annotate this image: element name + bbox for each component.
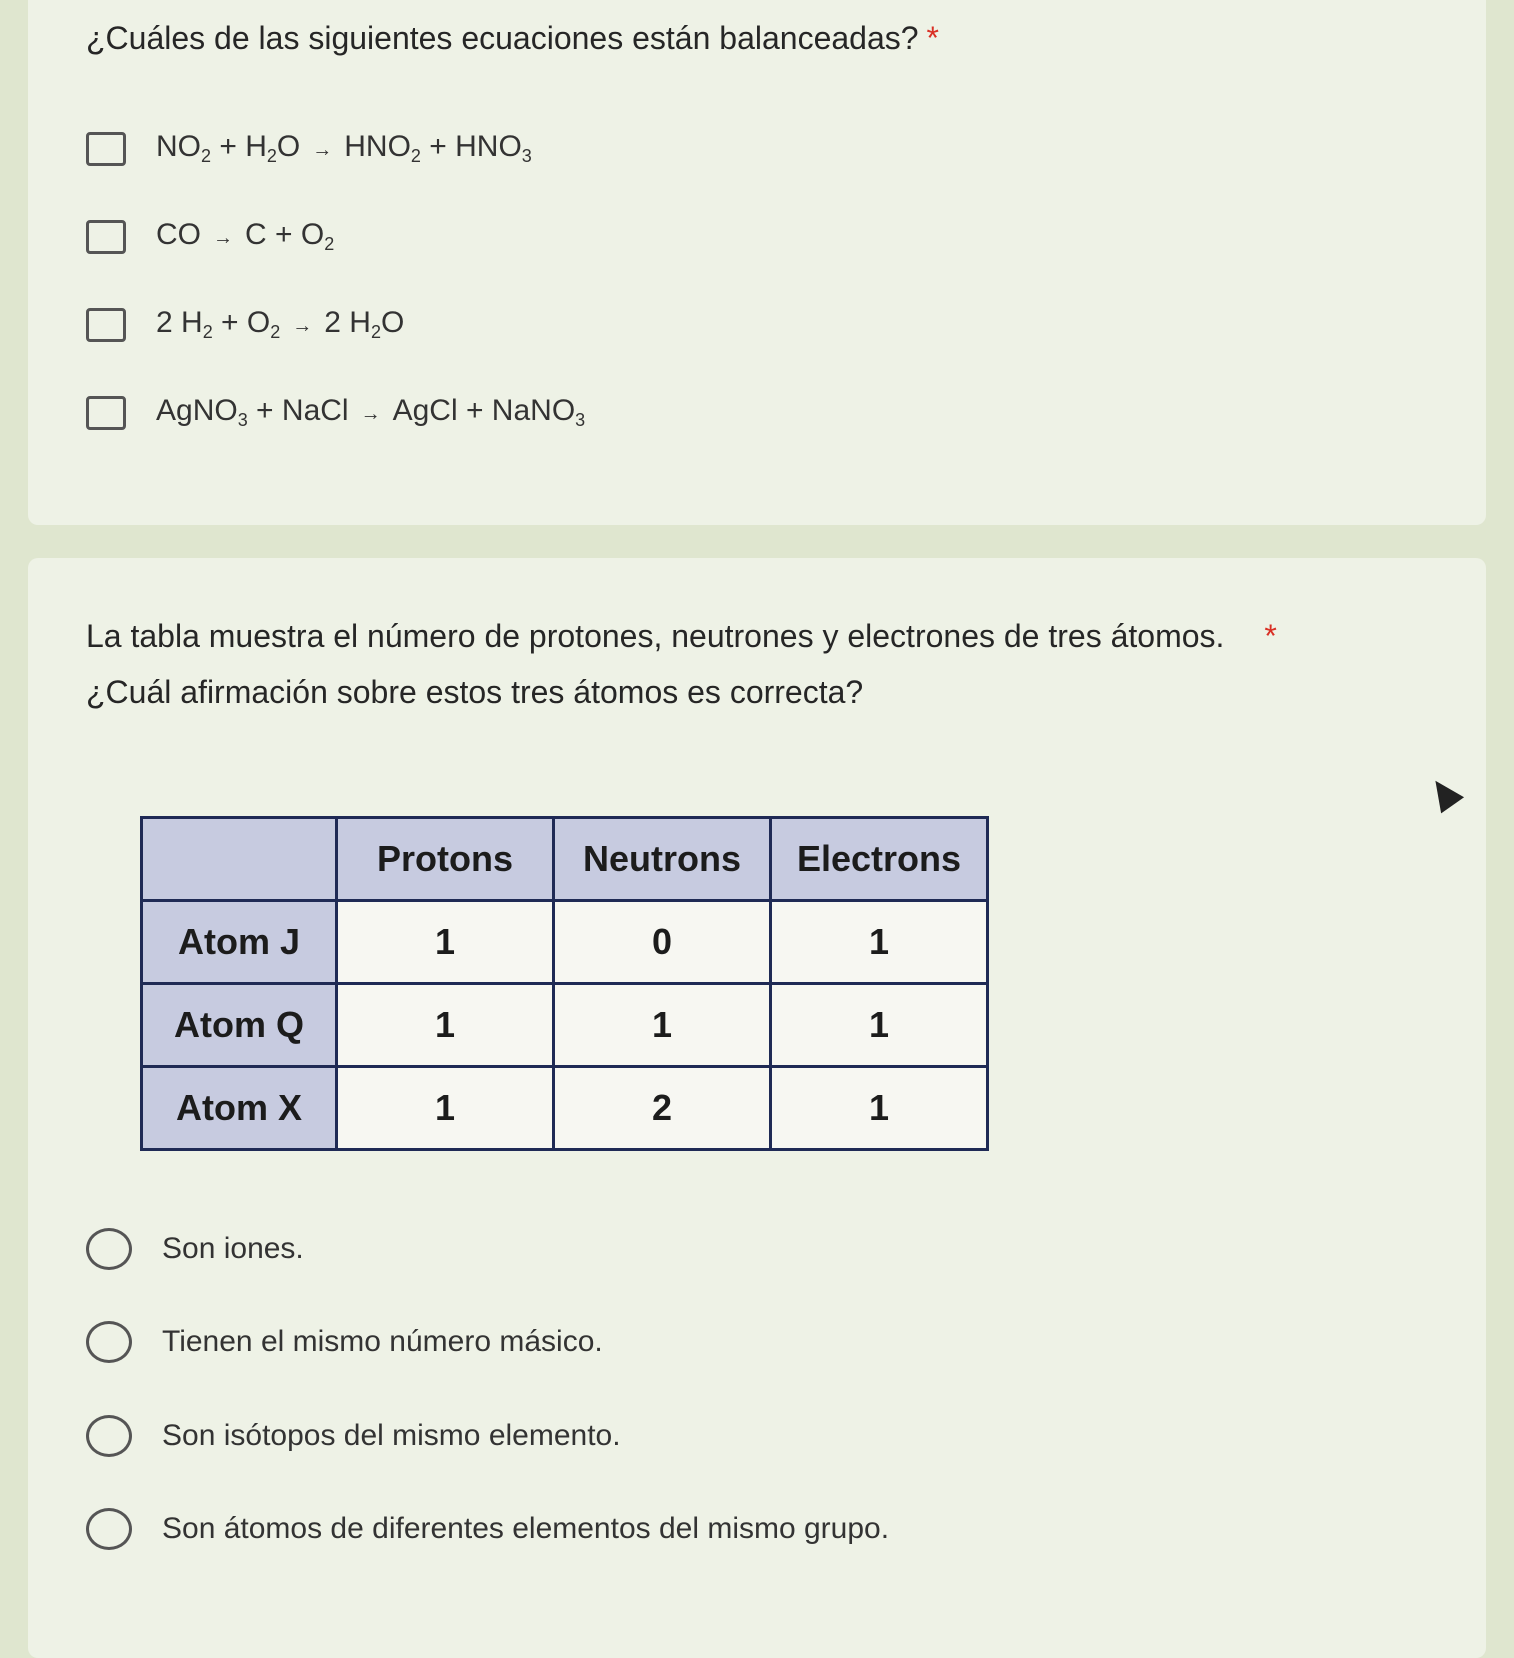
- option-label: Son iones.: [162, 1232, 304, 1265]
- equation-text: O: [380, 306, 405, 339]
- question-text-line1: La tabla muestra el número de protones, neutrones y electrones de tres átomos.: [86, 618, 1225, 654]
- question-card-balanced-equations: [28, 0, 1486, 525]
- radio-option[interactable]: [86, 1415, 621, 1457]
- checkbox[interactable]: [86, 220, 126, 254]
- subscript: 2: [201, 146, 212, 166]
- subscript: 2: [266, 146, 277, 166]
- equation-text: NO: [156, 130, 201, 163]
- radio-button[interactable]: [86, 1228, 132, 1270]
- option-label: Son isótopos del mismo elemento.: [162, 1419, 621, 1452]
- equation-text: + O: [212, 306, 271, 339]
- subscript: 2: [202, 322, 213, 342]
- header-cell: Protons: [337, 818, 554, 901]
- question-text: ¿Cuáles de las siguientes ecuaciones están balanceadas?: [86, 20, 919, 56]
- row-header: Atom Q: [142, 984, 337, 1067]
- table-cell: 0: [554, 901, 771, 984]
- radio-button[interactable]: [86, 1508, 132, 1550]
- equation-text: + NaCl: [247, 394, 349, 427]
- header-cell: Neutrons: [554, 818, 771, 901]
- header-cell: [142, 818, 337, 901]
- equation-text: C + O: [245, 218, 325, 251]
- question-text-line2: ¿Cuál afirmación sobre estos tres átomos es correcta?: [86, 674, 864, 710]
- checkbox-option[interactable]: [86, 306, 404, 343]
- radio-button[interactable]: [86, 1415, 132, 1457]
- equation-text: HNO: [344, 130, 411, 163]
- subscript: 2: [410, 146, 421, 166]
- checkbox-option[interactable]: [86, 130, 532, 167]
- equation-text: AgNO: [156, 394, 238, 427]
- checkbox[interactable]: [86, 132, 126, 166]
- equation-text: + H: [211, 130, 267, 163]
- arrow-icon: →: [312, 139, 333, 161]
- equation-text: 2 H: [156, 306, 203, 339]
- equation-label: [156, 306, 404, 343]
- table-cell: 1: [337, 1067, 554, 1150]
- table-cell: 1: [771, 1067, 988, 1150]
- table-cell: 1: [771, 984, 988, 1067]
- equation-text: + HNO: [420, 130, 522, 163]
- table-header-row: [142, 818, 988, 901]
- equation-text: O: [276, 130, 301, 163]
- equation-text: AgCl + NaNO: [392, 394, 576, 427]
- table-row: [142, 984, 988, 1067]
- table-cell: 1: [337, 901, 554, 984]
- checkbox[interactable]: [86, 308, 126, 342]
- atoms-table: [140, 816, 989, 1151]
- header-cell: Electrons: [771, 818, 988, 901]
- subscript: 2: [270, 322, 281, 342]
- table-row: [142, 1067, 988, 1150]
- radio-option[interactable]: [86, 1321, 603, 1363]
- required-asterisk: *: [926, 20, 939, 56]
- table-cell: 1: [337, 984, 554, 1067]
- subscript: 2: [370, 322, 381, 342]
- row-header: Atom J: [142, 901, 337, 984]
- checkbox-option[interactable]: [86, 394, 585, 431]
- option-label: Son átomos de diferentes elementos del mismo grupo.: [162, 1512, 890, 1545]
- equation-label: [156, 218, 334, 255]
- equation-label: [156, 130, 532, 167]
- required-asterisk: *: [1264, 618, 1277, 654]
- question-card-atoms: [28, 558, 1486, 1658]
- question-title: [86, 608, 1277, 664]
- equation-text: CO: [156, 218, 201, 251]
- equation-text: 2 H: [324, 306, 371, 339]
- equation-label: [156, 394, 585, 431]
- arrow-icon: →: [360, 403, 381, 425]
- subscript: 3: [521, 146, 532, 166]
- checkbox-option[interactable]: [86, 218, 334, 255]
- radio-button[interactable]: [86, 1321, 132, 1363]
- checkbox[interactable]: [86, 396, 126, 430]
- subscript: 3: [237, 410, 248, 430]
- arrow-icon: →: [292, 315, 313, 337]
- subscript: 3: [575, 410, 586, 430]
- table-cell: 1: [771, 901, 988, 984]
- radio-option[interactable]: [86, 1228, 304, 1270]
- table-cell: 1: [554, 984, 771, 1067]
- radio-option[interactable]: [86, 1508, 889, 1550]
- question-title: [86, 10, 939, 66]
- subscript: 2: [324, 234, 335, 254]
- row-header: Atom X: [142, 1067, 337, 1150]
- table-row: [142, 901, 988, 984]
- arrow-icon: →: [213, 227, 233, 249]
- option-label: Tienen el mismo número másico.: [162, 1325, 603, 1358]
- table-cell: 2: [554, 1067, 771, 1150]
